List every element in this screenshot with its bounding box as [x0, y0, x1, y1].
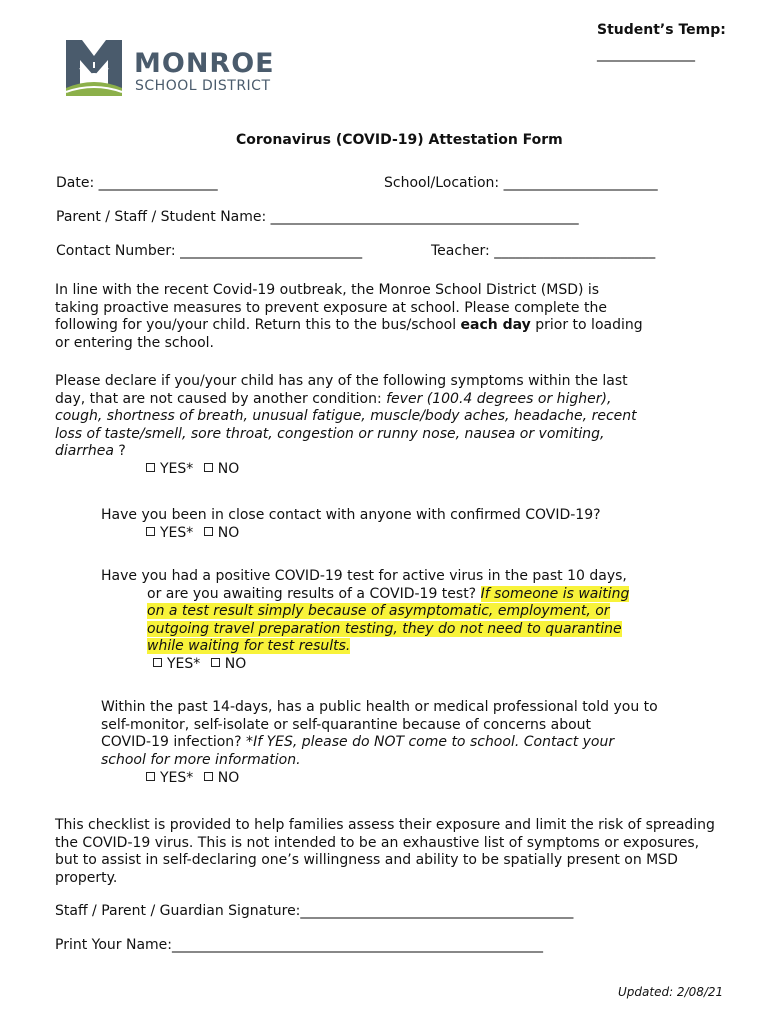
q1-no-checkbox[interactable]	[204, 463, 213, 472]
closing-paragraph	[55, 817, 715, 887]
signature-field[interactable]: Staff / Parent / Guardian Signature:_______________________________________	[55, 903, 574, 919]
q4-yes-label: YES*	[160, 770, 194, 786]
q4-options	[146, 770, 239, 786]
question-line: Within the past 14-days, has a public health or medical professional told you to	[101, 699, 658, 715]
intro-paragraph	[55, 282, 643, 352]
logo-subtitle: SCHOOL DISTRICT	[135, 78, 271, 94]
question-symptoms	[55, 373, 637, 461]
question-line: self-monitor, self-isolate or self-quarantine because of concerns about	[101, 716, 592, 733]
question-line: COVID-19 infection? *If YES, please do NOT come to school. Contact your	[101, 734, 615, 750]
q2-yes-checkbox[interactable]	[146, 527, 155, 536]
question-public-health	[101, 699, 658, 769]
highlighted-note: outgoing travel preparation testing, they do not need to quarantine	[147, 620, 622, 637]
q2-no-checkbox[interactable]	[204, 527, 213, 536]
q4-no-label: NO	[217, 770, 240, 786]
question-line: Please declare if you/your child has any of the following symptoms within the last	[55, 373, 628, 389]
question-line: cough, shortness of breath, unusual fatigue, muscle/body aches, headache, recent	[55, 408, 637, 424]
intro-line: following for you/your child. Return this to the bus/school each day prior to loading	[55, 317, 643, 333]
updated-date: Updated: 2/08/21	[618, 985, 724, 999]
highlighted-note: on a test result simply because of asymptomatic, employment, or	[147, 603, 610, 619]
q2-options	[146, 525, 239, 541]
question-close-contact	[101, 507, 601, 525]
question-line: Have you had a positive COVID-19 test for active virus in the past 10 days,	[101, 568, 627, 584]
q3-options	[153, 656, 246, 672]
q3-no-checkbox[interactable]	[211, 658, 220, 667]
contact-number-field[interactable]: Contact Number: __________________________	[56, 243, 363, 259]
print-name-field[interactable]: Print Your Name:_____________________________________________________	[55, 937, 544, 953]
school-location-field[interactable]: School/Location: ______________________	[384, 175, 658, 191]
q2-yes-label: YES*	[160, 525, 194, 541]
q1-options	[146, 461, 239, 477]
question-line: day, that are not caused by another condition: fever (100.4 degrees or higher),	[55, 390, 612, 407]
form-title: Coronavirus (COVID-19) Attestation Form	[236, 132, 563, 148]
intro-line: taking proactive measures to prevent exposure at school. Please complete the	[55, 299, 607, 316]
question-line: loss of taste/smell, sore throat, congestion or runny nose, nausea or vomiting,	[55, 425, 605, 442]
date-field[interactable]: Date: _________________	[56, 175, 218, 191]
q3-no-label: NO	[224, 656, 247, 672]
question-positive-test	[101, 568, 627, 586]
teacher-field[interactable]: Teacher: _______________________	[431, 243, 656, 259]
q1-yes-label: YES*	[160, 461, 194, 477]
monroe-logo-icon	[64, 38, 124, 98]
closing-line: but to assist in self-declaring one’s willingness and ability to be spatially present on MSD	[55, 852, 678, 868]
question-line: or are you awaiting results of a COVID-19 test? If someone is waiting	[147, 585, 630, 602]
q2-no-label: NO	[217, 525, 240, 541]
closing-line: the COVID-19 virus. This is not intended to be an exhaustive list of symptoms or exposures,	[55, 834, 700, 851]
intro-line: or entering the school.	[55, 334, 214, 351]
students-temp-blank[interactable]: ______________	[597, 46, 695, 62]
question-line: diarrhea ?	[55, 443, 126, 459]
q4-yes-checkbox[interactable]	[146, 772, 155, 781]
closing-line: property.	[55, 869, 118, 886]
logo-name: MONROE	[134, 48, 275, 79]
students-temp-label: Student’s Temp:	[597, 22, 726, 38]
intro-line: In line with the recent Covid-19 outbreak, the Monroe School District (MSD) is	[55, 282, 600, 298]
closing-line: This checklist is provided to help families assess their exposure and limit the risk of spreading	[55, 817, 715, 833]
question-line: school for more information.	[101, 751, 301, 768]
q3-yes-checkbox[interactable]	[153, 658, 162, 667]
q1-yes-checkbox[interactable]	[146, 463, 155, 472]
q4-no-checkbox[interactable]	[204, 772, 213, 781]
question-positive-test-cont	[147, 586, 629, 656]
name-field[interactable]: Parent / Staff / Student Name: ____________________________________________	[56, 209, 579, 225]
highlighted-note: If someone is waiting	[480, 585, 630, 602]
highlighted-note: while waiting for test results.	[147, 638, 351, 654]
q3-yes-label: YES*	[167, 656, 201, 672]
question-line: Have you been in close contact with anyone with confirmed COVID-19?	[101, 507, 601, 523]
q1-no-label: NO	[217, 461, 240, 477]
